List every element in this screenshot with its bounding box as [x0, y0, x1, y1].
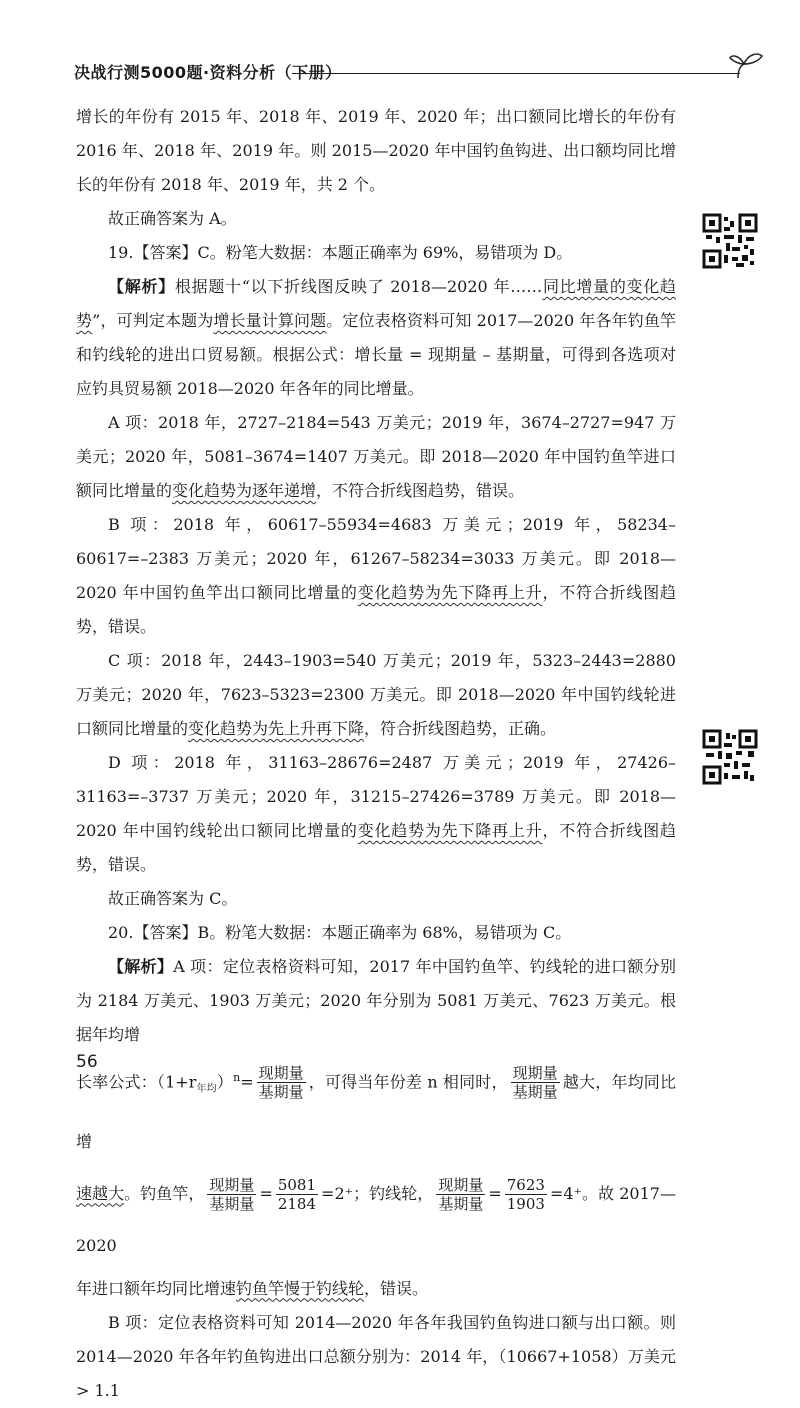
- formula-text: ）: [216, 1072, 234, 1092]
- analysis-text: 。定位表格资料可知 2017—2020 年各年钓鱼竿和钓线轮的进出口贸易额。根据公式：增长量 = 现期量 – 基期量，可得到各选项对应钓具贸易额 2018—2020 年各年的同比增量。: [76, 311, 676, 398]
- fraction-numerator: 5081: [277, 1175, 317, 1194]
- paragraph: 增长的年份有 2015 年、2018 年、2019 年、2020 年；出口额同比增长的年份有 2016 年、2018 年、2019 年。则 2015—2020 年中国钓鱼钩进、出口额均同比增长的年份有 2018 年、2019 年，共 2 个。: [76, 107, 676, 194]
- header-rule: [292, 73, 740, 74]
- option-b-analysis: [76, 508, 676, 644]
- analysis-label: 【解析】: [108, 277, 175, 296]
- analysis-text: ”，可判定本题为: [92, 311, 214, 330]
- formula-text: =4⁺。故 2017—2020: [76, 1183, 676, 1255]
- question-20-analysis: [76, 950, 676, 1052]
- answer-text: C。粉笔大数据：本题正确率为 69%，易错项为 D。: [197, 243, 573, 262]
- analysis-text: 年进口额年均同比增速: [76, 1278, 237, 1298]
- formula-line: 速越大。钓鱼竿， $\frac{\text{现期量}}{\text{基期量}}$ = $\frac{5081}{2184}$ =2⁺；钓线轮， $\frac{\text{现期量}}{\text{基期量}}$ = $\frac{7623}{1903}$ =4⁺。故 2017—2020: [76, 1175, 676, 1255]
- formula-exponent: n: [233, 1071, 241, 1084]
- option-a-analysis: [76, 406, 676, 508]
- analysis-text: A 项：定位表格资料可知，2017 年中国钓鱼竿、钓线轮的进口额分别为 2184 万美元、1903 万美元；2020 年分别为 5081 万美元、7623 万美元。根据年均增: [76, 957, 676, 1044]
- fraction: [436, 1176, 485, 1213]
- question-20-answer: [76, 916, 676, 950]
- option-text: D 项：2018 年，31163–28676=2487 万美元；2019 年，27426–31163=–3737 万美元；2020 年，31215–27426=3789 万美元。即 2018—2020 年中国钓线轮出口额同比增量的: [76, 753, 676, 840]
- answer-line: 故正确答案为 A。: [108, 209, 237, 228]
- page-header: [74, 56, 764, 96]
- fraction-numerator: 现期量: [209, 1175, 255, 1194]
- option-text: ，符合折线图趋势，正确。: [364, 719, 557, 738]
- fraction-denominator: 基期量: [512, 1083, 558, 1102]
- emphasis: 钓鱼竿慢于钓线轮: [236, 1278, 365, 1298]
- emphasis: 变化趋势为先下降再上升: [357, 821, 543, 840]
- emphasis: 速越大: [76, 1183, 125, 1203]
- analysis-text: 根据题十“以下折线图反映了 2018—2020 年……: [174, 277, 543, 296]
- fraction-numerator: 现期量: [512, 1064, 558, 1083]
- page-number: 56: [76, 1052, 98, 1072]
- answer-text: B。粉笔大数据：本题正确率为 68%，易错项为 C。: [197, 923, 572, 942]
- formula-line: [76, 1052, 676, 1168]
- formula-text: ，可得当年份差 n 相同时，: [308, 1072, 508, 1092]
- emphasis: 变化趋势为逐年递增: [172, 481, 317, 500]
- formula-text: 越大，年均同比增: [76, 1072, 676, 1151]
- formula-text: =: [240, 1072, 254, 1092]
- option-text: A 项：2018 年，2727–2184=543 万美元；2019 年，3674–2727=947 万美元；2020 年，5081–3674=1407 万美元。即 2018—2020 年中国钓鱼竿进口额同比增量的: [76, 413, 676, 500]
- question-19-answer: [76, 236, 676, 270]
- emphasis: 变化趋势为先下降再上升: [357, 583, 543, 602]
- option-b-analysis: B 项：定位表格资料可知 2014—2020 年各年我国钓鱼钩进口额与出口额。则 2014—2020 年各年钓鱼钩进出口总额分别为：2014 年，（10667+1058）万美元 > 1.1: [76, 1312, 676, 1400]
- answer-line: 故正确答案为 C。: [108, 889, 238, 908]
- question-19-analysis: [76, 270, 676, 406]
- fraction-numerator: 现期量: [438, 1175, 484, 1194]
- formula-subscript: 年均: [196, 1083, 217, 1095]
- fraction: [505, 1176, 547, 1213]
- emphasis: 同比增量的变化趋势: [76, 277, 676, 330]
- qr-code-icon[interactable]: [702, 213, 758, 269]
- fraction-denominator: 1903: [506, 1194, 545, 1213]
- fraction-denominator: 基期量: [209, 1194, 255, 1213]
- fraction-denominator: 基期量: [258, 1083, 304, 1102]
- formula-text: 长率公式：（1+r: [76, 1072, 197, 1092]
- option-text: C 项：2018 年，2443–1903=540 万美元；2019 年，5323–2443=2880 万美元；2020 年，7623–5323=2300 万美元。即 2018—2020 年中国钓线轮进口额同比增量的: [76, 651, 676, 738]
- emphasis: 变化趋势为先上升再下降: [188, 719, 365, 738]
- fraction-numerator: 7623: [506, 1175, 545, 1194]
- sprout-icon: [728, 48, 764, 86]
- option-c-analysis: [76, 644, 676, 746]
- fraction: [257, 1064, 306, 1101]
- page-body: [76, 100, 676, 1408]
- option-text: ，不符合折线图趋势，错误。: [76, 821, 676, 874]
- fraction-denominator: 2184: [277, 1194, 317, 1213]
- analysis-label: 【解析】: [108, 957, 174, 976]
- option-text: ，不符合折线图趋势，错误。: [316, 481, 525, 500]
- analysis-text: ，错误。: [364, 1278, 429, 1298]
- option-text: B 项：2018 年，60617–55934=4683 万美元；2019 年，58234–60617=–2383 万美元；2020 年，61267–58234=3033 万美元。即 2018—2020 年中国钓鱼竿出口额同比增量的: [76, 515, 676, 602]
- fraction: [511, 1064, 560, 1101]
- answer-label: 19.【答案】: [108, 243, 198, 262]
- fraction: [207, 1176, 256, 1213]
- formula-text: 。钓鱼竿，: [124, 1183, 205, 1203]
- emphasis: 增长量计算问题: [213, 311, 327, 330]
- book-title: 决战行测5000题·资料分析（下册）: [74, 63, 342, 82]
- qr-code-icon[interactable]: [702, 729, 758, 785]
- conclusion-line: [76, 1272, 676, 1306]
- fraction-numerator: 现期量: [258, 1064, 304, 1083]
- option-text: ，不符合折线图趋势，错误。: [76, 583, 676, 636]
- answer-label: 20.【答案】: [108, 923, 198, 942]
- option-d-analysis: [76, 746, 676, 882]
- formula-text: =2⁺；钓线轮，: [321, 1183, 434, 1203]
- fraction-denominator: 基期量: [438, 1194, 484, 1213]
- fraction: [276, 1176, 318, 1213]
